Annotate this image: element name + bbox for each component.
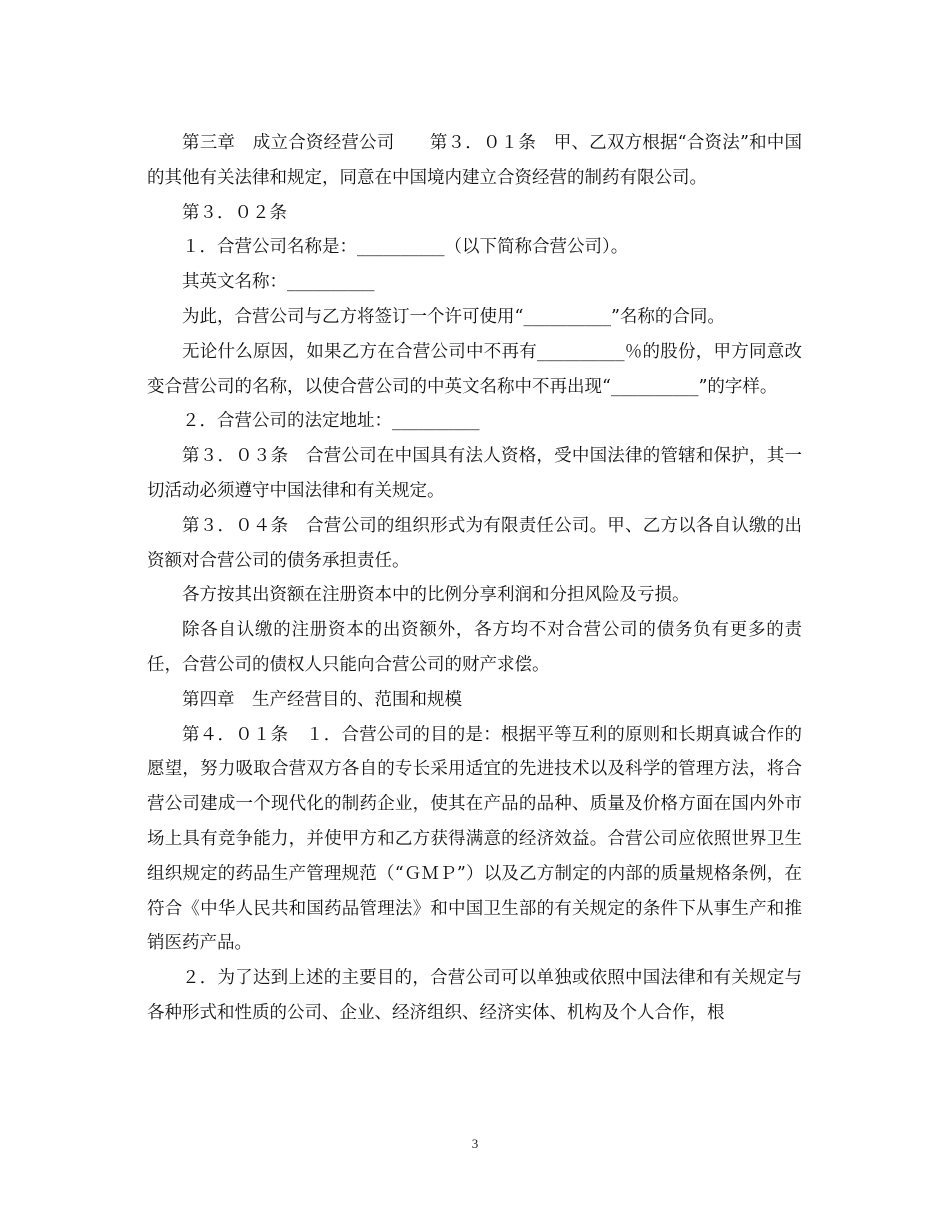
paragraph-legal-address: ２．合营公司的法定地址：__________ bbox=[182, 411, 480, 432]
paragraph-article303: 第３．０３条 合营公司在中国具有法人资格，受中国法律的管辖和保护，其一切活动必须遵守中国法律和有关规定。 bbox=[147, 446, 802, 501]
paragraph-name-change: 无论什么原因，如果乙方在合营公司中不再有__________％的股份，甲方同意改变合营公司的名称，以使合营公司的中英文名称中不再出现“__________”的字样。 bbox=[147, 341, 802, 397]
paragraph-article401: 第４．０１条 １．合营公司的目的是：根据平等互利的原则和长期真诚合作的愿望，努力吸取合营双方各自的专长采用适宜的先进技术以及科学的管理方法，将合营公司建成一个现代化的制药企业，使其在产品的品种、质量及价格方面在国内外市场上具有竞争能力，并使甲方和乙方获得满意的经济效益。合营公司应依照世界卫生组织规定的药品生产管理规范（“ＧＭＰ”）以及乙方制定的内部的质量规格条例，在符合《中华人民共和国药品管理法》和中国卫生部的有关规定的条件下从事生产和推销医药产品。 bbox=[147, 724, 802, 954]
paragraph-article304: 第３．０４条 合营公司的组织形式为有限责任公司。甲、乙方以各自认缴的出资额对合营公司的债务承担责任。 bbox=[147, 515, 802, 571]
paragraph-chapter3-article301: 第三章 成立合资经营公司 第３．０１条 甲、乙双方根据“合资法”和中国的其他有关法律和规定，同意在中国境内建立合资经营的制药有限公司。 bbox=[147, 133, 802, 188]
paragraph-chapter4-heading: 第四章 生产经营目的、范围和规模 bbox=[182, 689, 462, 710]
page-number: 3 bbox=[471, 1136, 479, 1151]
paragraph-english-name: 其英文名称：__________ bbox=[182, 272, 375, 293]
paragraph-article302-heading: 第３．０２条 bbox=[182, 202, 287, 223]
paragraph-license-contract: 为此，合营公司与乙方将签订一个许可使用“__________”名称的合同。 bbox=[182, 306, 725, 327]
paragraph-liability-limit: 除各自认缴的注册资本的出资额外，各方均不对合营公司的债务负有更多的责任，合营公司的债权人只能向合营公司的财产求偿。 bbox=[147, 620, 802, 675]
document-body bbox=[147, 126, 802, 1031]
paragraph-profit-sharing: 各方按其出资额在注册资本中的比例分享利润和分担风险及亏损。 bbox=[182, 585, 690, 606]
paragraph-company-name: １．合营公司名称是：__________（以下简称合营公司）。 bbox=[182, 237, 629, 258]
paragraph-article401-item2: ２．为了达到上述的主要目的，合营公司可以单独或依照中国法律和有关规定与各种形式和性质的公司、企业、经济组织、经济实体、机构及个人合作，根 bbox=[147, 968, 802, 1023]
